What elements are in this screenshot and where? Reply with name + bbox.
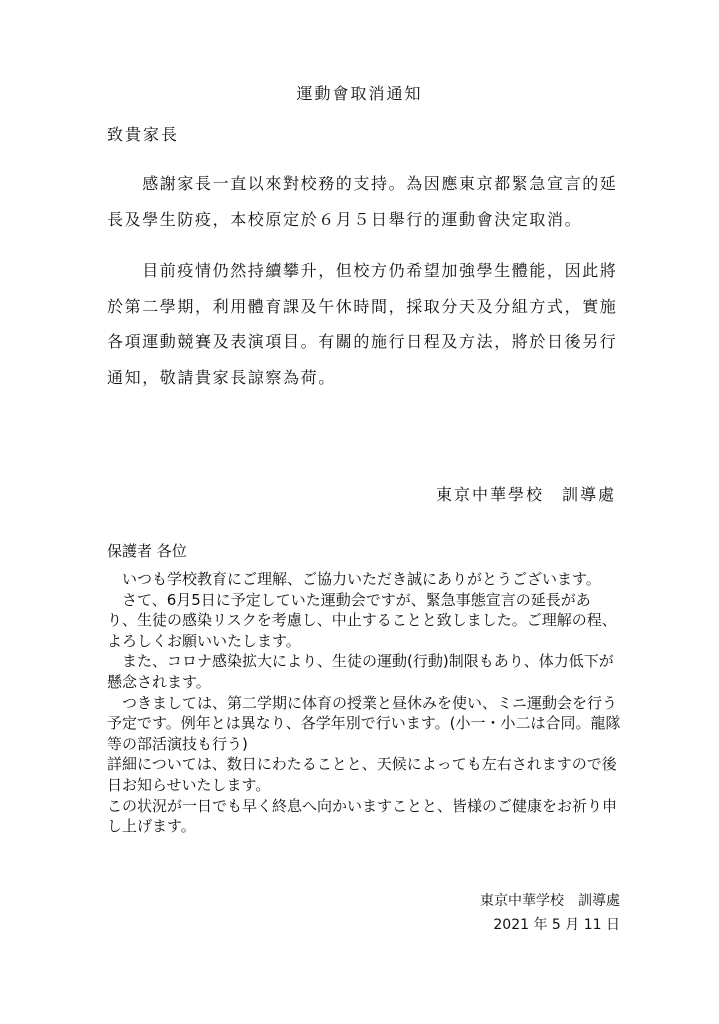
chinese-signature: 東京中華學校 訓導處 <box>436 485 617 504</box>
chinese-paragraph-2-line: 通知，敬請貴家長諒察為荷。 <box>107 367 336 387</box>
japanese-body-line: り、生徒の感染リスクを考慮し、中止することと致しました。ご理解の程、 <box>107 611 617 630</box>
japanese-body-line: 予定です。例年とは異なり、各学年別で行います。(小一・小二は合同。龍隊 <box>107 714 621 733</box>
chinese-paragraph-1 <box>107 166 627 237</box>
japanese-body-line: し上げます。 <box>107 817 196 836</box>
japanese-body-line: 等の部活演技も行う) <box>107 734 248 753</box>
chinese-paragraph-1-line: 感謝家長一直以來對校務的支持。為因應東京都緊急宣言的延 <box>107 174 618 193</box>
chinese-salutation: 致貴家長 <box>107 125 180 144</box>
japanese-body-line: さて、6月5日に予定していた運動会ですが、緊急事態宣言の延長があ <box>107 590 591 609</box>
chinese-notice-title: 運動會取消通知 <box>296 84 423 103</box>
japanese-body <box>107 569 627 837</box>
chinese-paragraph-2-line: 各項運動競賽及表演項目。有關的施行日程及方法，將於日後另行 <box>107 332 618 351</box>
japanese-salutation: 保護者 各位 <box>107 542 187 560</box>
japanese-body-line: いつも学校教育にご理解、ご協力いただき誠にありがとうございます。 <box>107 570 601 588</box>
chinese-paragraph-1-line: 長及學生防疫，本校原定於６月５日舉行的運動會決定取消。 <box>107 209 583 229</box>
chinese-paragraph-2 <box>107 253 627 395</box>
japanese-signature: 東京中華学校 訓導處 <box>480 893 620 909</box>
notice-date: 2021 年 5 月 11 日 <box>493 917 620 933</box>
chinese-paragraph-2-line: 目前疫情仍然持續攀升，但校方仍希望加強學生體能，因此將 <box>107 261 618 280</box>
japanese-body-line: よろしくお願いいたします。 <box>107 631 301 650</box>
chinese-paragraph-2-line: 於第二學期，利用體育課及午休時間，採取分天及分組方式，實施 <box>107 296 618 316</box>
japanese-body-line: つきましては、第二学期に体育の授業と昼休みを使い、ミニ運動会を行う <box>107 693 618 712</box>
japanese-body-line: 詳細については、数日にわたることと、天候によっても左右されますので後 <box>107 755 617 774</box>
japanese-body-line: 日お知らせいたします。 <box>107 775 271 794</box>
japanese-body-line: この状況が一日でも早く終息へ向かいますことと、皆様のご健康をお祈り申 <box>107 796 618 815</box>
japanese-body-line: また、コロナ感染拡大により、生徒の運動(行動)制限もあり、体力低下が <box>107 652 614 671</box>
japanese-body-line: 懸念されます。 <box>107 672 211 691</box>
